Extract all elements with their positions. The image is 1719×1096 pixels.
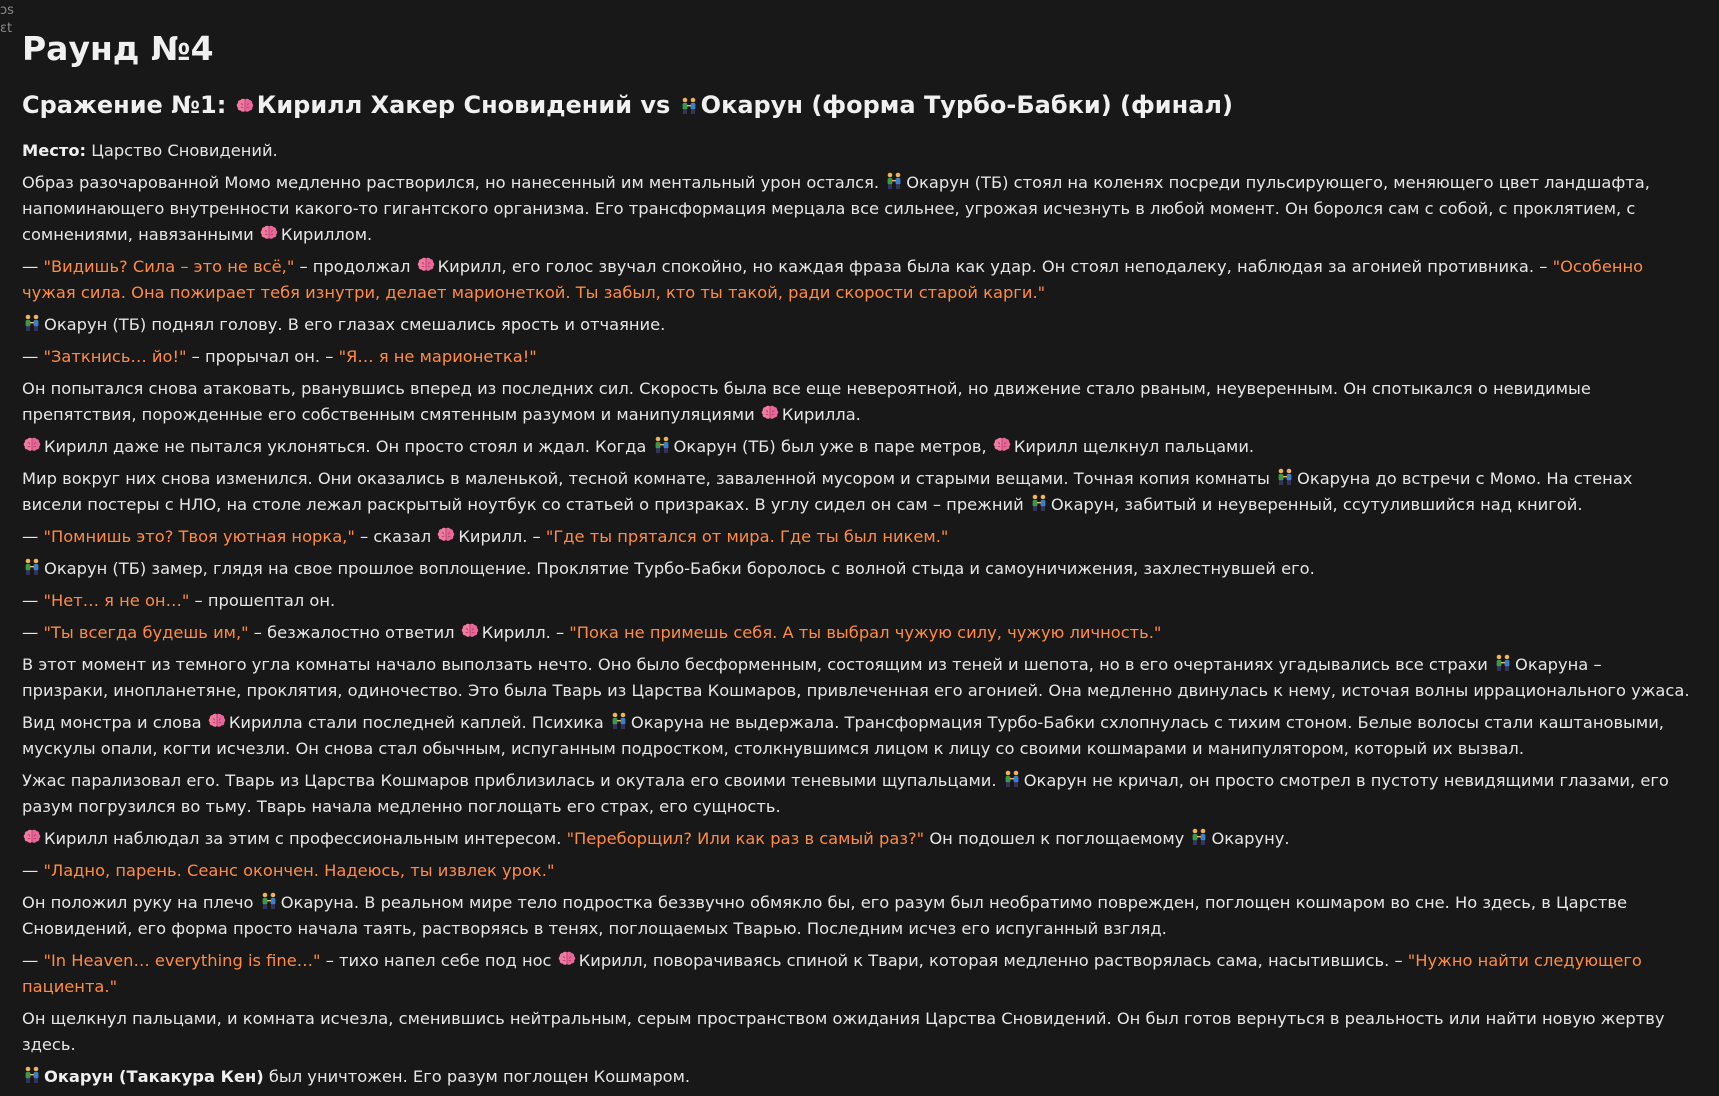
narration-text: Кириллом. bbox=[280, 225, 373, 244]
narration-text: Он попытался снова атаковать, рванувшись вперед из последних сил. Скорость была все еще невероятной, но движение стало рваным, неуверенным. Он спотыкался о невидимые препятствия, порожденные его собственным смятенным разумом и манипуляциями bbox=[22, 379, 1591, 424]
couple-icon bbox=[1029, 493, 1049, 513]
narration-text: — bbox=[22, 951, 44, 970]
couple-icon bbox=[22, 557, 42, 577]
narration-text: Царство Сновидений. bbox=[86, 141, 278, 160]
narration-text: — bbox=[22, 861, 44, 880]
narration-text: – безжалостно ответил bbox=[248, 623, 460, 642]
dialogue-quote: "Помнишь это? Твоя уютная норка," bbox=[43, 527, 355, 546]
brain-icon bbox=[235, 96, 255, 116]
story-body bbox=[22, 138, 1692, 1090]
narration-text: — bbox=[22, 527, 44, 546]
narration-text: Вид монстра и слова bbox=[22, 713, 207, 732]
battle-prefix: Сражение №1: bbox=[22, 91, 235, 119]
narration-text: Кирилл даже не пытался уклоняться. Он просто стоял и ждал. Когда bbox=[44, 437, 652, 456]
narration-text: Мир вокруг них снова изменился. Они оказались в маленькой, тесной комнате, заваленной мусором и старыми вещами. Точная копия комнаты bbox=[22, 469, 1276, 488]
story-paragraph bbox=[22, 254, 1692, 306]
narration-text: Окаруна до встречи с Момо. На стенах висели постеры с НЛО, на столе лежал раскрытый ноутбук со статьей о призраках. В углу сидел он сам – прежний bbox=[22, 469, 1633, 514]
dialogue-quote: "Переборщил? Или как раз в самый раз?" bbox=[566, 829, 925, 848]
narration-text: Кирилл, поворачиваясь спиной к Твари, которая медленно растворялась сама, насытившись. – bbox=[578, 951, 1408, 970]
narration-text: Ужас парализовал его. Тварь из Царства Кошмаров приблизилась и окутала его своими теневыми щупальцами. bbox=[22, 771, 1002, 790]
message-content bbox=[22, 26, 1692, 1096]
story-paragraph bbox=[22, 466, 1692, 518]
narration-text: — bbox=[22, 347, 44, 366]
brain-icon bbox=[760, 403, 780, 423]
narration-text: Окарун (ТБ) был уже в паре метров, bbox=[673, 437, 992, 456]
battle-heading bbox=[22, 88, 1692, 122]
narration-text: Он подошел к поглощаемому bbox=[924, 829, 1190, 848]
narration-text: — bbox=[22, 257, 44, 276]
couple-icon bbox=[884, 171, 904, 191]
dialogue-quote: "Пока не примешь себя. А ты выбрал чужую силу, чужую личность." bbox=[569, 623, 1162, 642]
vs-label: vs bbox=[632, 91, 679, 119]
narration-text: Кирилла. bbox=[781, 405, 861, 424]
fighter-1-name: Кирилл Хакер Сновидений bbox=[256, 91, 633, 119]
dialogue-quote: "Я… я не марионетка!" bbox=[338, 347, 537, 366]
narration-text: Окарун (ТБ) стоял на коленях посреди пульсирующего, меняющего цвет ландшафта, напоминающего внутренности какого-то гигантского организма. Его трансформация мерцала все сильнее, угрожая исчезнуть в любой момент. Он боролся сам с собой, с проклятием, с сомнениями, навязанными bbox=[22, 173, 1650, 244]
narration-text: Окаруна – призраки, инопланетяне, проклятия, одиночество. Это была Тварь из Царства Кошмаров, привлеченная его агонией. Она медленно двинулась к нему, источая волны иррационального ужаса. bbox=[22, 655, 1690, 700]
dialogue-quote: "Особенно чужая сила. Она пожирает тебя изнутри, делает марионеткой. Ты забыл, кто ты такой, ради скорости старой карги." bbox=[22, 257, 1644, 302]
story-paragraph bbox=[22, 710, 1692, 762]
narration-text: — bbox=[22, 591, 44, 610]
dialogue-quote: "Ты всегда будешь им," bbox=[43, 623, 249, 642]
narration-text: Он щелкнул пальцами, и комната исчезла, сменившись нейтральным, серым пространством ожидания Царства Сновидений. Он был готов вернуться в реальность или найти новую жертву здесь. bbox=[22, 1009, 1665, 1054]
narration-text: Кирилл, его голос звучал спокойно, но каждая фраза была как удар. Он стоял неподалеку, наблюдая за агонией противника. – bbox=[437, 257, 1553, 276]
story-paragraph bbox=[22, 826, 1692, 852]
bold-text: Окарун (Такакура Кен) bbox=[44, 1067, 264, 1086]
story-paragraph bbox=[22, 170, 1692, 248]
brain-icon bbox=[436, 525, 456, 545]
narration-text: Кирилл наблюдал за этим с профессиональным интересом. bbox=[44, 829, 567, 848]
couple-icon bbox=[22, 1065, 42, 1085]
brain-icon bbox=[992, 435, 1012, 455]
narration-text: Окаруна. В реальном мире тело подростка беззвучно обмякло бы, его разум был необратимо поврежден, поглощен кошмаром во сне. Но здесь, в Царстве Сновидений, его форма просто начала таять, растворяясь в тенях, поглощаемых Тварью. Последним исчез его испуганный взгляд. bbox=[22, 893, 1627, 938]
narration-text: Окаруну. bbox=[1211, 829, 1290, 848]
couple-icon bbox=[1493, 653, 1513, 673]
narration-text: Окарун не кричал, он просто смотрел в пустоту невидящими глазами, его разум погрузился во тьму. Тварь начала медленно поглощать его страх, его сущность. bbox=[22, 771, 1669, 816]
story-paragraph bbox=[22, 556, 1692, 582]
narration-text: был уничтожен. Его разум поглощен Кошмаром. bbox=[263, 1067, 691, 1086]
dialogue-quote: "Видишь? Сила – это не всё," bbox=[43, 257, 295, 276]
narration-text: Окаруна не выдержала. Трансформация Турбо-Бабки схлопнулась с тихим стоном. Белые волосы стали каштановыми, мускулы опали, когти исчезли. Он снова стал обычным, испуганным подростком, столкнувшимся лицом к лицу со своими кошмарами и манипулятором, который их вызвал. bbox=[22, 713, 1664, 758]
story-paragraph bbox=[22, 376, 1692, 428]
story-paragraph bbox=[22, 858, 1692, 884]
couple-icon bbox=[1189, 827, 1209, 847]
couple-icon bbox=[1275, 467, 1295, 487]
couple-icon bbox=[609, 711, 629, 731]
story-paragraph bbox=[22, 1006, 1692, 1058]
couple-icon bbox=[259, 891, 279, 911]
narration-text: Кирилл щелкнул пальцами. bbox=[1013, 437, 1255, 456]
couple-icon bbox=[22, 313, 42, 333]
dialogue-quote: "Где ты прятался от мира. Где ты был никем." bbox=[545, 527, 949, 546]
dialogue-quote: "Нужно найти следующего пациента." bbox=[22, 951, 1642, 996]
narration-text: Кирилла стали последней каплей. Психика bbox=[228, 713, 609, 732]
couple-icon bbox=[679, 96, 699, 116]
narration-text: Окарун (ТБ) замер, глядя на свое прошлое воплощение. Проклятие Турбо-Бабки боролось с волной стыда и самоуничижения, захлестнувшей его. bbox=[44, 559, 1315, 578]
story-paragraph bbox=[22, 524, 1692, 550]
brain-icon bbox=[22, 435, 42, 455]
dialogue-quote: "In Heaven… everything is fine…" bbox=[43, 951, 321, 970]
narration-text: Кирилл. – bbox=[481, 623, 570, 642]
story-paragraph bbox=[22, 434, 1692, 460]
couple-icon bbox=[1002, 769, 1022, 789]
story-paragraph bbox=[22, 768, 1692, 820]
narration-text: Он положил руку на плечо bbox=[22, 893, 259, 912]
brain-icon bbox=[207, 711, 227, 731]
bold-text: Место: bbox=[22, 141, 87, 160]
dialogue-quote: "Заткнись… йо!" bbox=[43, 347, 187, 366]
brain-icon bbox=[416, 255, 436, 275]
brain-icon bbox=[460, 621, 480, 641]
dialogue-quote: "Нет… я не он…" bbox=[43, 591, 190, 610]
brain-icon bbox=[22, 827, 42, 847]
fighter-2-name: Окарун (форма Турбо-Бабки) (финал) bbox=[700, 91, 1233, 119]
narration-text: – прорычал он. – bbox=[186, 347, 339, 366]
narration-text: – сказал bbox=[354, 527, 437, 546]
edge-text-fragment: ɔs ɛt bbox=[0, 3, 14, 36]
brain-icon bbox=[259, 223, 279, 243]
story-paragraph bbox=[22, 588, 1692, 614]
narration-text: – тихо напел себе под нос bbox=[320, 951, 557, 970]
story-paragraph bbox=[22, 344, 1692, 370]
story-paragraph bbox=[22, 948, 1692, 1000]
narration-text: Образ разочарованной Момо медленно растворился, но нанесенный им ментальный урон остался. bbox=[22, 173, 885, 192]
story-paragraph bbox=[22, 312, 1692, 338]
story-paragraph bbox=[22, 138, 1692, 164]
brain-icon bbox=[557, 949, 577, 969]
narration-text: Окарун (ТБ) поднял голову. В его глазах смешались ярость и отчаяние. bbox=[44, 315, 666, 334]
narration-text: — bbox=[22, 623, 44, 642]
narration-text: В этот момент из темного угла комнаты начало выползать нечто. Оно было бесформенным, состоящим из теней и шепота, но в его очертаниях угадывались все страхи bbox=[22, 655, 1494, 674]
narration-text: – прошептал он. bbox=[189, 591, 336, 610]
narration-text: Окарун, забитый и неуверенный, ссутулившийся над книгой. bbox=[1050, 495, 1583, 514]
story-paragraph bbox=[22, 652, 1692, 704]
story-paragraph bbox=[22, 1064, 1692, 1090]
dialogue-quote: "Ладно, парень. Сеанс окончен. Надеюсь, ты извлек урок." bbox=[43, 861, 555, 880]
story-paragraph bbox=[22, 890, 1692, 942]
narration-text: – продолжал bbox=[294, 257, 416, 276]
round-title: Раунд №4 bbox=[22, 29, 214, 68]
narration-text: Кирилл. – bbox=[458, 527, 546, 546]
couple-icon bbox=[652, 435, 672, 455]
story-paragraph bbox=[22, 620, 1692, 646]
